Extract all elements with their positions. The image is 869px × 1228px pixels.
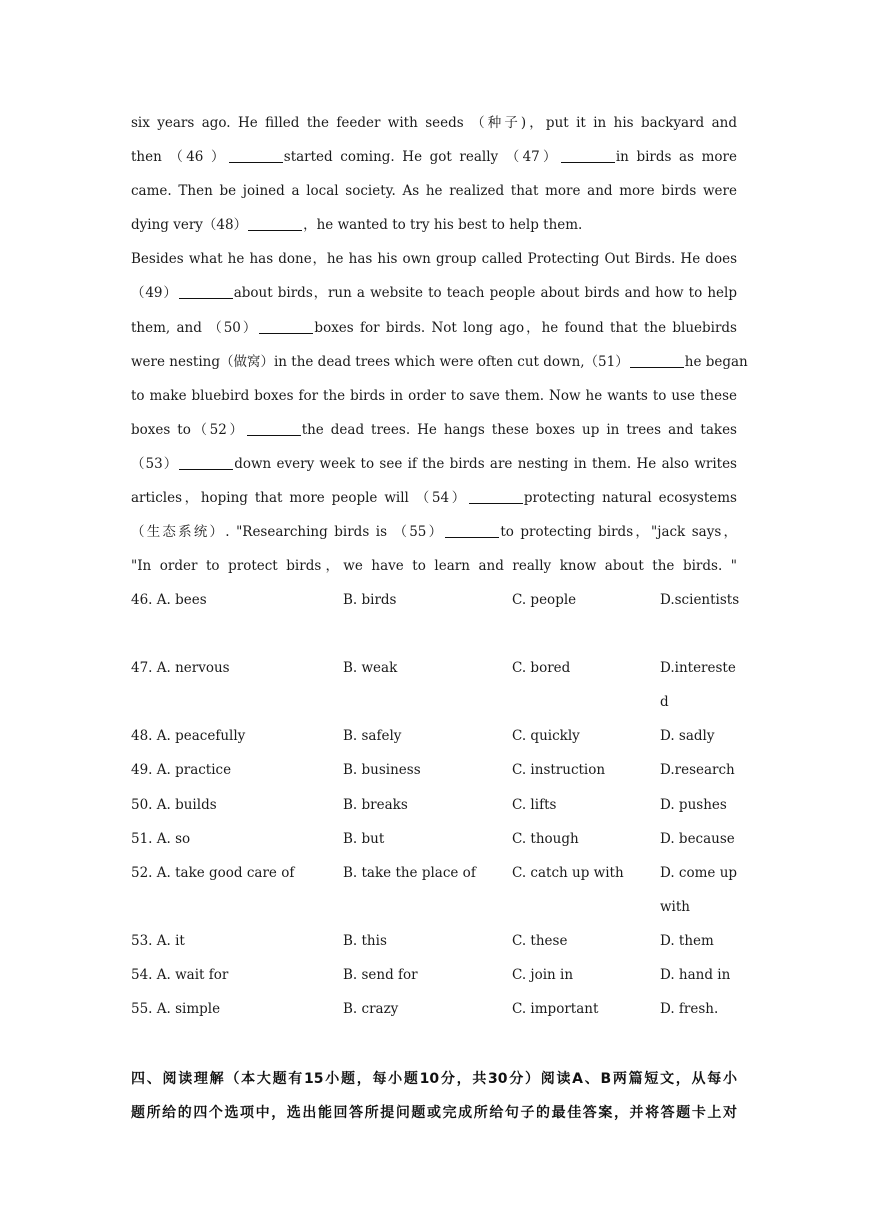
option-b: B. birds <box>343 592 397 608</box>
option-c: C. instruction <box>512 762 606 779</box>
option-d: D.research <box>660 762 735 779</box>
option-a: 46. A. bees <box>131 592 207 608</box>
option-a: 55. A. simple <box>131 1001 221 1018</box>
answer-blank-48 <box>248 218 302 231</box>
option-b: B. this <box>343 932 387 949</box>
option-c: C. though <box>512 830 579 847</box>
option-d: D.scientists <box>660 592 740 608</box>
cloze-passage <box>131 106 748 583</box>
passage-line: articles，hoping that more people will （54） protecting natural ecosystems <box>131 490 737 507</box>
answer-blank-46 <box>229 150 283 163</box>
option-d: D. hand in <box>660 967 731 984</box>
question-options-49 <box>131 753 741 787</box>
option-c: C. these <box>512 932 568 949</box>
option-c: C. quickly <box>512 728 580 745</box>
option-d: D.interested <box>660 660 736 711</box>
option-a: 51. A. so <box>131 830 191 847</box>
answer-blank-50 <box>259 321 313 334</box>
section-heading-line: 四、阅读理解（本大题有15小题，每小题10分，共30分）阅读A、B两篇短文，从每小 <box>131 1071 737 1087</box>
passage-line: then （46 ） started coming. He got really （47） in birds as more <box>131 149 737 166</box>
passage-line: came. Then be joined a local society. As he realized that more and more birds were <box>131 183 737 200</box>
passage-line: dying very（48） ，he wanted to try his best to help them. <box>131 217 583 234</box>
option-d: D. them <box>660 932 714 949</box>
answer-options <box>131 583 741 1026</box>
option-d: D. because <box>660 830 735 847</box>
option-b: B. send for <box>343 967 418 984</box>
question-options-51 <box>131 822 741 856</box>
option-d: D. pushes <box>660 796 727 813</box>
passage-line: （49） about birds，run a website to teach people about birds and how to help <box>131 285 737 302</box>
passage-line: （生态系统）. "Researching birds is （55） to protecting birds，"jack says， <box>131 524 737 541</box>
option-d: D. sadly <box>660 728 715 745</box>
reading-section-heading <box>131 1062 737 1130</box>
option-b: B. business <box>343 762 421 779</box>
passage-line: Besides what he has done，he has his own group called Protecting Out Birds. He does <box>131 251 737 268</box>
option-a: 50. A. builds <box>131 796 217 813</box>
question-options-53 <box>131 924 741 958</box>
option-b: B. safely <box>343 728 402 745</box>
passage-line: six years ago. He filled the feeder with seeds （种子)，put it in his backyard and <box>131 115 737 131</box>
option-d: D. come up with <box>660 864 738 915</box>
answer-blank-47 <box>561 150 615 163</box>
option-b: B. but <box>343 830 385 847</box>
option-a: 47. A. nervous <box>131 660 230 677</box>
option-c: C. bored <box>512 660 571 677</box>
option-b: B. weak <box>343 660 398 677</box>
answer-blank-53 <box>179 457 233 470</box>
option-c: C. join in <box>512 967 574 984</box>
answer-blank-51 <box>630 355 684 368</box>
option-b: B. crazy <box>343 1001 399 1018</box>
answer-blank-49 <box>179 286 233 299</box>
section-heading-line: 题所给的四个选项中，选出能回答所提问题或完成所给句子的最佳答案，并将答题卡上对 <box>131 1105 737 1121</box>
option-a: 48. A. peacefully <box>131 728 246 745</box>
answer-blank-54 <box>469 491 523 504</box>
answer-blank-55 <box>445 525 499 538</box>
option-d: D. fresh. <box>660 1001 719 1018</box>
passage-line: "In order to protect birds，we have to learn and really know about the birds. " <box>131 558 737 575</box>
question-options-47 <box>131 651 741 719</box>
option-a: 49. A. practice <box>131 762 232 779</box>
passage-line: them, and （50） boxes for birds. Not long ago，he found that the bluebirds <box>131 319 737 336</box>
answer-blank-52 <box>247 423 301 436</box>
question-options-48 <box>131 719 741 753</box>
passage-line: boxes to（52） the dead trees. He hangs these boxes up in trees and takes <box>131 421 737 438</box>
question-options-55 <box>131 992 741 1026</box>
option-c: C. important <box>512 1001 599 1018</box>
question-options-46 <box>131 583 741 651</box>
passage-line: were nesting（做窝）in the dead trees which were often cut down,（51） he began <box>131 353 748 370</box>
option-c: C. people <box>512 592 577 608</box>
option-a: 52. A. take good care of <box>131 864 295 881</box>
question-options-50 <box>131 788 741 822</box>
passage-line: to make bluebird boxes for the birds in order to save them. Now he wants to use these <box>131 387 737 404</box>
option-b: B. take the place of <box>343 864 476 881</box>
option-a: 54. A. wait for <box>131 967 229 984</box>
option-a: 53. A. it <box>131 932 185 949</box>
question-options-52 <box>131 856 741 924</box>
option-c: C. lifts <box>512 796 557 813</box>
question-options-54 <box>131 958 741 992</box>
passage-line: （53） down every week to see if the birds are nesting in them. He also writes <box>131 455 737 472</box>
option-c: C. catch up with <box>512 864 624 881</box>
option-b: B. breaks <box>343 796 408 813</box>
